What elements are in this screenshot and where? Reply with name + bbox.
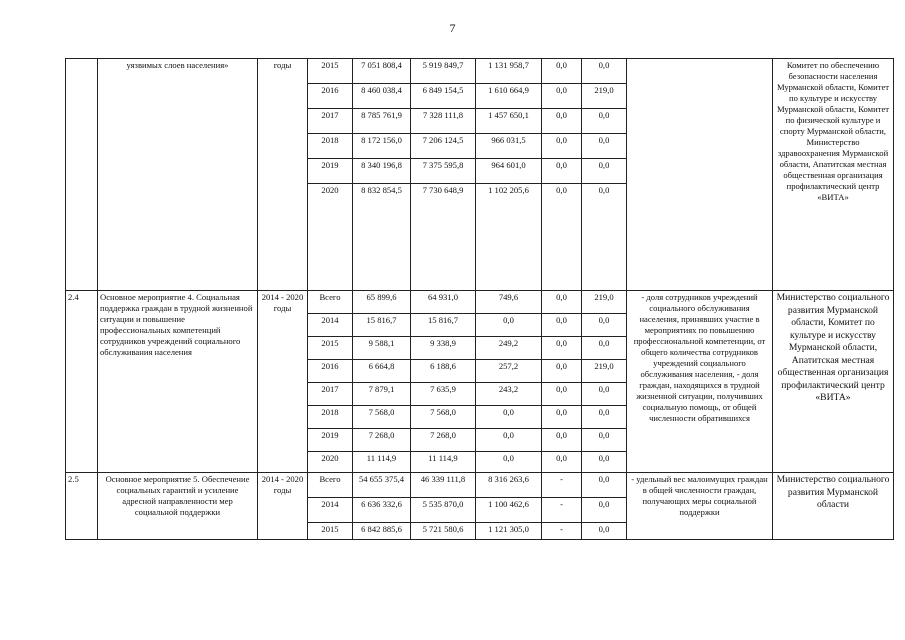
program-activities-table xyxy=(65,58,894,540)
year-cell: Всего xyxy=(308,473,353,498)
regional-budget-cell: 6 188,6 xyxy=(411,360,476,383)
federal-budget-cell: 964 601,0 xyxy=(476,159,542,184)
regional-budget-cell: 64 931,0 xyxy=(411,291,476,314)
federal-budget-cell: 1 121 305,0 xyxy=(476,523,542,540)
total-cell: 7 051 808,4 xyxy=(353,59,411,84)
year-cell: 2017 xyxy=(308,383,353,406)
year-cell: 2018 xyxy=(308,406,353,429)
year-cell: Всего xyxy=(308,291,353,314)
federal-budget-cell: 1 457 650,1 xyxy=(476,109,542,134)
indicators-cell xyxy=(627,59,773,291)
executor-cell: Комитет по обеспечению безопасности населения Мурманской области, Комитет по культуре и искусству Мурманской области, Комитет по физической культуре и спорту Мурманской области, Министерство здравоохранения Мурманской области, Апатитская местная общественная организация профилактический центр «ВИТА» xyxy=(773,59,894,291)
local-budget-cell: - xyxy=(542,498,582,523)
other-sources-cell: 0,0 xyxy=(582,337,627,360)
other-sources-cell: 219,0 xyxy=(582,84,627,109)
other-sources-cell: 0,0 xyxy=(582,159,627,184)
other-sources-cell: 0,0 xyxy=(582,498,627,523)
year-cell: 2020 xyxy=(308,184,353,291)
total-cell: 7 268,0 xyxy=(353,429,411,452)
other-sources-cell: 0,0 xyxy=(582,184,627,291)
federal-budget-cell: 8 316 263,6 xyxy=(476,473,542,498)
year-cell: 2019 xyxy=(308,159,353,184)
total-cell: 8 172 156,0 xyxy=(353,134,411,159)
other-sources-cell: 0,0 xyxy=(582,523,627,540)
total-cell: 9 588,1 xyxy=(353,337,411,360)
activity-name: уязвимых слоев населения» xyxy=(98,59,258,291)
local-budget-cell: 0,0 xyxy=(542,314,582,337)
local-budget-cell: 0,0 xyxy=(542,337,582,360)
local-budget-cell: 0,0 xyxy=(542,291,582,314)
other-sources-cell: 0,0 xyxy=(582,473,627,498)
total-cell: 6 842 885,6 xyxy=(353,523,411,540)
table-row xyxy=(66,59,894,84)
regional-budget-cell: 7 328 111,8 xyxy=(411,109,476,134)
regional-budget-cell: 9 338,9 xyxy=(411,337,476,360)
total-cell: 7 879,1 xyxy=(353,383,411,406)
regional-budget-cell: 7 568,0 xyxy=(411,406,476,429)
federal-budget-cell: 1 131 958,7 xyxy=(476,59,542,84)
other-sources-cell: 219,0 xyxy=(582,360,627,383)
regional-budget-cell: 7 635,9 xyxy=(411,383,476,406)
local-budget-cell: 0,0 xyxy=(542,159,582,184)
total-cell: 6 636 332,6 xyxy=(353,498,411,523)
page-number: 7 xyxy=(449,21,456,35)
other-sources-cell: 219,0 xyxy=(582,291,627,314)
regional-budget-cell: 6 849 154,5 xyxy=(411,84,476,109)
local-budget-cell: 0,0 xyxy=(542,360,582,383)
total-cell: 65 899,6 xyxy=(353,291,411,314)
federal-budget-cell: 749,6 xyxy=(476,291,542,314)
year-cell: 2018 xyxy=(308,134,353,159)
federal-budget-cell: 0,0 xyxy=(476,429,542,452)
federal-budget-cell: 0,0 xyxy=(476,452,542,473)
other-sources-cell: 0,0 xyxy=(582,406,627,429)
activity-term: 2014 - 2020 годы xyxy=(258,473,308,540)
federal-budget-cell: 249,2 xyxy=(476,337,542,360)
total-cell: 7 568,0 xyxy=(353,406,411,429)
total-cell: 11 114,9 xyxy=(353,452,411,473)
regional-budget-cell: 11 114,9 xyxy=(411,452,476,473)
total-cell: 8 460 038,4 xyxy=(353,84,411,109)
local-budget-cell: 0,0 xyxy=(542,406,582,429)
activity-number: 2.5 xyxy=(66,473,98,540)
total-cell: 8 832 854,5 xyxy=(353,184,411,291)
federal-budget-cell: 966 031,5 xyxy=(476,134,542,159)
federal-budget-cell: 243,2 xyxy=(476,383,542,406)
year-cell: 2016 xyxy=(308,360,353,383)
regional-budget-cell: 7 206 124,5 xyxy=(411,134,476,159)
year-cell: 2015 xyxy=(308,59,353,84)
total-cell: 15 816,7 xyxy=(353,314,411,337)
regional-budget-cell: 5 919 849,7 xyxy=(411,59,476,84)
activity-number xyxy=(66,59,98,291)
other-sources-cell: 0,0 xyxy=(582,452,627,473)
executor-cell: Министерство социального развития Мурманской области xyxy=(773,473,894,540)
total-cell: 8 340 196,8 xyxy=(353,159,411,184)
regional-budget-cell: 7 268,0 xyxy=(411,429,476,452)
local-budget-cell: 0,0 xyxy=(542,134,582,159)
regional-budget-cell: 5 535 870,0 xyxy=(411,498,476,523)
activity-term: 2014 - 2020 годы xyxy=(258,291,308,473)
regional-budget-cell: 5 721 580,6 xyxy=(411,523,476,540)
federal-budget-cell: 1 100 462,6 xyxy=(476,498,542,523)
local-budget-cell: 0,0 xyxy=(542,429,582,452)
year-cell: 2017 xyxy=(308,109,353,134)
other-sources-cell: 0,0 xyxy=(582,429,627,452)
federal-budget-cell: 1 102 205,6 xyxy=(476,184,542,291)
federal-budget-cell: 0,0 xyxy=(476,314,542,337)
activity-name: Основное мероприятие 4. Социальная поддержка граждан в трудной жизненной ситуации и повышение профессиональных компетенций сотрудников учреждений социального обслуживания населения xyxy=(98,291,258,473)
local-budget-cell: 0,0 xyxy=(542,109,582,134)
total-cell: 6 664,8 xyxy=(353,360,411,383)
year-cell: 2020 xyxy=(308,452,353,473)
indicators-cell: - доля сотрудников учреждений социального обслуживания населения, принявших участие в мероприятиях по повышению профессиональной компетенции, от общего количества сотрудников учреждений социального обслуживания населения, - доля граждан, находящихся в трудной жизненной ситуации, получивших социальную помощь, от общей численности обратившихся xyxy=(627,291,773,473)
other-sources-cell: 0,0 xyxy=(582,59,627,84)
federal-budget-cell: 1 610 664,9 xyxy=(476,84,542,109)
total-cell: 54 655 375,4 xyxy=(353,473,411,498)
table-row xyxy=(66,291,894,314)
year-cell: 2015 xyxy=(308,337,353,360)
year-cell: 2014 xyxy=(308,314,353,337)
year-cell: 2019 xyxy=(308,429,353,452)
year-cell: 2015 xyxy=(308,523,353,540)
local-budget-cell: 0,0 xyxy=(542,184,582,291)
other-sources-cell: 0,0 xyxy=(582,109,627,134)
other-sources-cell: 0,0 xyxy=(582,134,627,159)
executor-cell: Министерство социального развития Мурманской области, Комитет по культуре и искусству Мурманской области, Апатитская местная общественная организация профилактический центр «ВИТА» xyxy=(773,291,894,473)
other-sources-cell: 0,0 xyxy=(582,314,627,337)
indicators-cell: - удельный вес малоимущих граждан в общей численности граждан, получающих меры социальной поддержки xyxy=(627,473,773,540)
federal-budget-cell: 257,2 xyxy=(476,360,542,383)
activity-name: Основное мероприятие 5. Обеспечение социальных гарантий и усиление адресной направленности мер социальной поддержки xyxy=(98,473,258,540)
regional-budget-cell: 7 730 648,9 xyxy=(411,184,476,291)
regional-budget-cell: 7 375 595,8 xyxy=(411,159,476,184)
federal-budget-cell: 0,0 xyxy=(476,406,542,429)
local-budget-cell: 0,0 xyxy=(542,452,582,473)
year-cell: 2014 xyxy=(308,498,353,523)
local-budget-cell: 0,0 xyxy=(542,59,582,84)
regional-budget-cell: 46 339 111,8 xyxy=(411,473,476,498)
activity-number: 2.4 xyxy=(66,291,98,473)
activity-term: годы xyxy=(258,59,308,291)
total-cell: 8 785 761,9 xyxy=(353,109,411,134)
table-row xyxy=(66,473,894,498)
local-budget-cell: 0,0 xyxy=(542,383,582,406)
local-budget-cell: 0,0 xyxy=(542,84,582,109)
regional-budget-cell: 15 816,7 xyxy=(411,314,476,337)
local-budget-cell: - xyxy=(542,523,582,540)
year-cell: 2016 xyxy=(308,84,353,109)
local-budget-cell: - xyxy=(542,473,582,498)
other-sources-cell: 0,0 xyxy=(582,383,627,406)
